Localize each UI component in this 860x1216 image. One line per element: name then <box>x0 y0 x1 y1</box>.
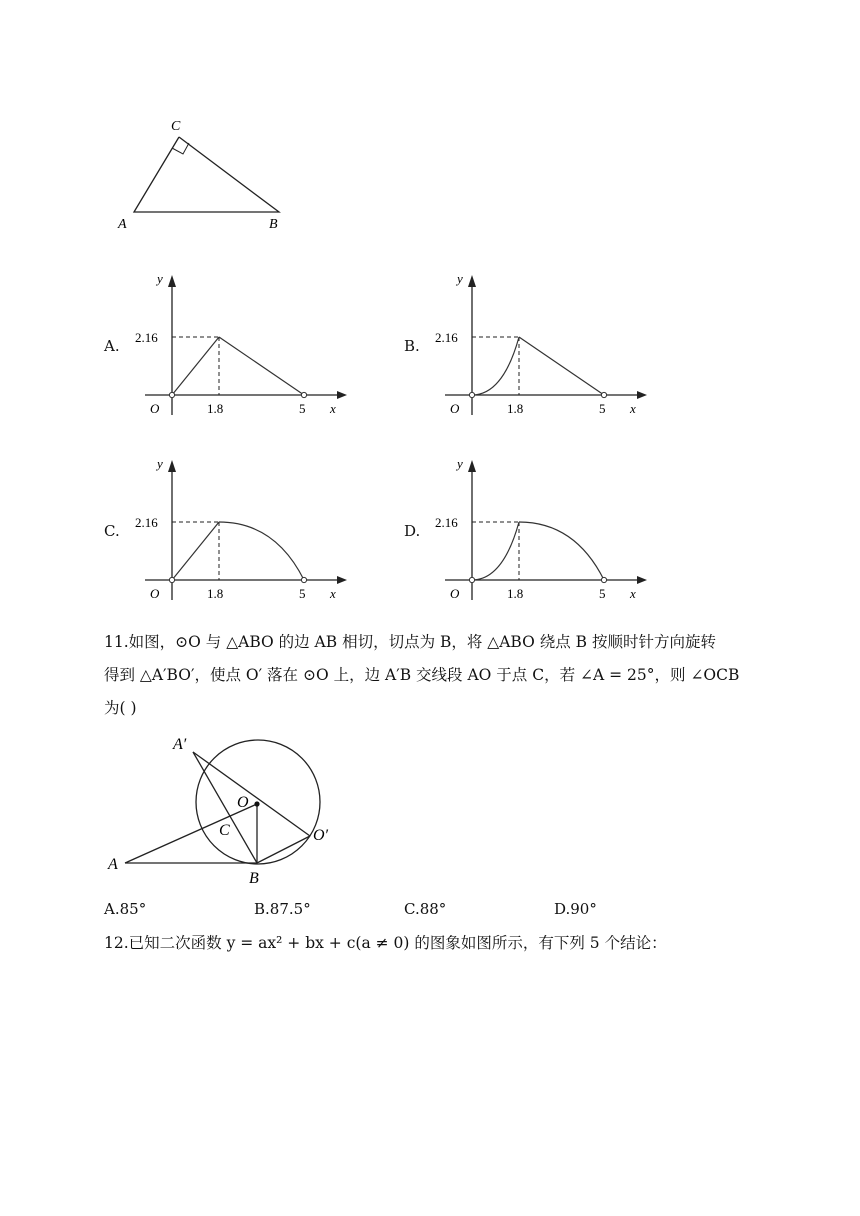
x-tick-label-2: 5 <box>299 586 306 601</box>
vertex-label-c: C <box>171 119 181 134</box>
q12-line-1: 12.已知二次函数 y = ax² + bx + c(a ≠ 0) 的图象如图所示，有下列 5 个结论： <box>104 934 667 952</box>
q11-line-1: 11.如图，⊙O 与 △ABO 的边 AB 相切，切点为 B，将 △ABO 绕点 B 按顺时针方向旋转 <box>104 633 716 651</box>
y-tick-label: 2.16 <box>435 330 458 345</box>
origin-label: O <box>450 586 460 601</box>
option-d-label: D. <box>404 522 421 540</box>
graph-segment-2 <box>219 522 304 580</box>
segment-a-o <box>125 804 257 863</box>
label-c: C <box>219 822 230 839</box>
open-point-origin <box>169 392 174 397</box>
x-axis-arrow-icon <box>637 576 647 584</box>
graph-segment-1 <box>172 522 219 580</box>
q11-line-2: 得到 △A′BO′，使点 O′ 落在 ⊙O 上，边 A′B 交线段 AO 于点 C，若 ∠A = 25°，则 ∠OCB <box>104 666 740 684</box>
q11-option-c: C.88° <box>404 900 447 918</box>
x-tick-label-1: 1.8 <box>207 401 224 416</box>
graph-b <box>425 265 655 425</box>
graph-c <box>125 450 355 610</box>
label-a: A <box>108 856 118 873</box>
y-axis-label: y <box>457 456 463 471</box>
label-a-prime: A′ <box>173 736 187 753</box>
q11-line-3: 为( ) <box>104 699 137 717</box>
x-axis-label: x <box>330 586 336 601</box>
q11-option-a: A.85° <box>104 900 147 918</box>
x-axis-arrow-icon <box>337 576 347 584</box>
graph-segment-2 <box>519 522 604 580</box>
x-tick-label-1: 1.8 <box>507 586 524 601</box>
x-axis-label: x <box>630 401 636 416</box>
open-point-origin <box>469 392 474 397</box>
y-tick-label: 2.16 <box>435 515 458 530</box>
y-axis-label: y <box>457 271 463 286</box>
vertex-label-a: A <box>118 217 127 232</box>
segment-a-prime-o-prime <box>193 752 310 836</box>
option-b-label: B. <box>404 337 420 355</box>
open-point-end <box>601 392 606 397</box>
q11-option-b: B.87.5° <box>254 900 311 918</box>
y-tick-label: 2.16 <box>135 330 158 345</box>
open-point-end <box>301 392 306 397</box>
y-tick-label: 2.16 <box>135 515 158 530</box>
x-tick-label-2: 5 <box>599 401 606 416</box>
graph-d <box>425 450 655 610</box>
open-point-origin <box>169 577 174 582</box>
x-axis-arrow-icon <box>337 391 347 399</box>
open-point-end <box>301 577 306 582</box>
graph-segment-1 <box>472 522 519 580</box>
triangle-figure <box>100 110 300 240</box>
label-o-prime: O′ <box>313 827 329 844</box>
graph-segment-1 <box>172 337 219 395</box>
x-axis-label: x <box>630 586 636 601</box>
q11-figure <box>100 725 360 890</box>
x-tick-label-1: 1.8 <box>507 401 524 416</box>
graph-segment-2 <box>519 337 604 395</box>
center-point-o <box>254 801 259 806</box>
open-point-end <box>601 577 606 582</box>
origin-label: O <box>150 586 160 601</box>
option-a-label: A. <box>104 337 120 355</box>
triangle-sides <box>134 137 279 212</box>
y-axis-label: y <box>157 271 163 286</box>
open-point-origin <box>469 577 474 582</box>
x-axis-label: x <box>330 401 336 416</box>
graph-a <box>125 265 355 425</box>
y-axis-arrow-icon <box>168 275 176 287</box>
graph-segment-2 <box>219 337 304 395</box>
y-axis-arrow-icon <box>168 460 176 472</box>
y-axis-label: y <box>157 456 163 471</box>
q11-option-d: D.90° <box>554 900 597 918</box>
x-tick-label-2: 5 <box>299 401 306 416</box>
x-tick-label-2: 5 <box>599 586 606 601</box>
y-axis-arrow-icon <box>468 275 476 287</box>
option-c-label: C. <box>104 522 120 540</box>
vertex-label-b: B <box>269 217 278 232</box>
x-tick-label-1: 1.8 <box>207 586 224 601</box>
origin-label: O <box>150 401 160 416</box>
label-o: O <box>237 794 249 811</box>
graph-segment-1 <box>472 337 519 395</box>
label-b: B <box>249 870 259 887</box>
x-axis-arrow-icon <box>637 391 647 399</box>
origin-label: O <box>450 401 460 416</box>
y-axis-arrow-icon <box>468 460 476 472</box>
